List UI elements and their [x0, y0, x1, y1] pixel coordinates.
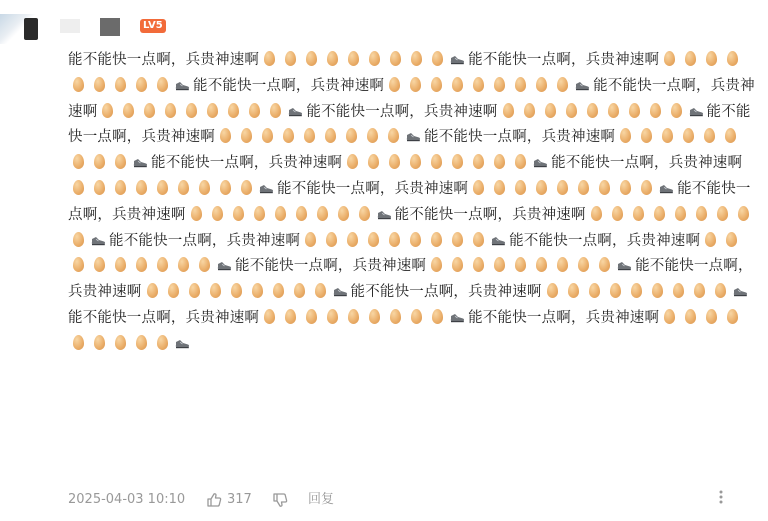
egg-emoji-icon [220, 128, 231, 143]
egg-emoji-icon [704, 128, 715, 143]
reply-button[interactable]: 回复 [308, 492, 335, 507]
egg-emoji-icon [432, 51, 443, 66]
egg-emoji-icon [652, 283, 663, 298]
egg-emoji-icon [612, 206, 623, 221]
comment-phrase: 能不能快一点啊，兵贵神速啊 [350, 284, 542, 301]
comment-phrase: 能不能快一点啊，兵贵神速啊 [277, 180, 469, 197]
egg-emoji-icon [631, 283, 642, 298]
egg-emoji-icon [254, 206, 265, 221]
comment-phrase: 能不能快一点啊，兵贵神速啊 [394, 206, 586, 223]
comment-header [0, 0, 768, 44]
egg-emoji-icon [683, 128, 694, 143]
egg-emoji-icon [389, 77, 400, 92]
running-shoe-emoji-icon [491, 230, 506, 240]
egg-emoji-icon [494, 154, 505, 169]
comment-phrase: 能不能快一点啊，兵贵神速啊 [551, 155, 743, 172]
egg-emoji-icon [411, 51, 422, 66]
egg-emoji-icon [199, 257, 210, 272]
comment-phrase: 能不能快一点啊，兵贵神速啊 [109, 232, 301, 249]
egg-emoji-icon [557, 180, 568, 195]
egg-emoji-icon [452, 257, 463, 272]
level-badge: LV5 [140, 19, 166, 33]
egg-emoji-icon [249, 103, 260, 118]
user-badge-placeholder [100, 18, 120, 36]
comment-phrase: 能不能快一点啊，兵贵神速啊 [68, 103, 751, 146]
egg-emoji-icon [503, 103, 514, 118]
like-count: 317 [227, 492, 252, 507]
egg-emoji-icon [285, 51, 296, 66]
running-shoe-emoji-icon [617, 255, 632, 265]
egg-emoji-icon [599, 180, 610, 195]
egg-emoji-icon [557, 257, 568, 272]
egg-emoji-icon [591, 206, 602, 221]
egg-emoji-icon [315, 283, 326, 298]
egg-emoji-icon [432, 309, 443, 324]
egg-emoji-icon [115, 335, 126, 350]
comment-phrase: 能不能快一点啊，兵贵神速啊 [68, 77, 755, 120]
egg-emoji-icon [294, 283, 305, 298]
egg-emoji-icon [94, 257, 105, 272]
egg-emoji-icon [275, 206, 286, 221]
egg-emoji-icon [283, 128, 294, 143]
egg-emoji-icon [557, 77, 568, 92]
thumbs-up-icon [206, 492, 222, 508]
egg-emoji-icon [136, 335, 147, 350]
egg-emoji-icon [368, 232, 379, 247]
egg-emoji-icon [473, 77, 484, 92]
egg-emoji-icon [515, 257, 526, 272]
egg-emoji-icon [390, 309, 401, 324]
egg-emoji-icon [685, 51, 696, 66]
egg-emoji-icon [388, 128, 399, 143]
egg-emoji-icon [220, 180, 231, 195]
comment-phrase: 能不能快一点啊，兵贵神速啊 [68, 52, 260, 68]
egg-emoji-icon [115, 257, 126, 272]
egg-emoji-icon [662, 128, 673, 143]
egg-emoji-icon [165, 103, 176, 118]
egg-emoji-icon [705, 232, 716, 247]
running-shoe-emoji-icon [377, 204, 392, 214]
egg-emoji-icon [189, 283, 200, 298]
egg-emoji-icon [348, 309, 359, 324]
egg-emoji-icon [641, 180, 652, 195]
egg-emoji-icon [473, 180, 484, 195]
comment-phrase: 能不能快一点啊，兵贵神速啊 [468, 309, 660, 326]
egg-emoji-icon [115, 154, 126, 169]
egg-emoji-icon [73, 77, 84, 92]
running-shoe-emoji-icon [533, 152, 548, 162]
egg-emoji-icon [264, 51, 275, 66]
egg-emoji-icon [587, 103, 598, 118]
egg-emoji-icon [306, 309, 317, 324]
egg-emoji-icon [252, 283, 263, 298]
egg-emoji-icon [73, 180, 84, 195]
egg-emoji-icon [123, 103, 134, 118]
egg-emoji-icon [73, 154, 84, 169]
egg-emoji-icon [115, 180, 126, 195]
egg-emoji-icon [671, 103, 682, 118]
egg-emoji-icon [94, 77, 105, 92]
egg-emoji-icon [304, 128, 315, 143]
egg-emoji-icon [673, 283, 684, 298]
egg-emoji-icon [305, 232, 316, 247]
egg-emoji-icon [410, 77, 421, 92]
running-shoe-emoji-icon [406, 126, 421, 136]
egg-emoji-icon [262, 128, 273, 143]
egg-emoji-icon [664, 51, 675, 66]
more-button[interactable] [718, 489, 724, 513]
more-dots-icon [718, 489, 724, 505]
egg-emoji-icon [715, 283, 726, 298]
egg-emoji-icon [641, 128, 652, 143]
egg-emoji-icon [94, 180, 105, 195]
egg-emoji-icon [568, 283, 579, 298]
egg-emoji-icon [389, 154, 400, 169]
egg-emoji-icon [694, 283, 705, 298]
egg-emoji-icon [233, 206, 244, 221]
egg-emoji-icon [241, 180, 252, 195]
egg-emoji-icon [494, 77, 505, 92]
egg-emoji-icon [338, 206, 349, 221]
egg-emoji-icon [629, 103, 640, 118]
egg-emoji-icon [347, 154, 358, 169]
egg-emoji-icon [168, 283, 179, 298]
egg-emoji-icon [73, 257, 84, 272]
egg-emoji-icon [369, 51, 380, 66]
egg-emoji-icon [359, 206, 370, 221]
thumbs-down-icon [272, 492, 288, 508]
egg-emoji-icon [738, 206, 749, 221]
egg-emoji-icon [157, 77, 168, 92]
comment-phrase: 能不能快一点啊，兵贵神速啊 [424, 129, 616, 146]
egg-emoji-icon [327, 309, 338, 324]
egg-emoji-icon [210, 283, 221, 298]
egg-emoji-icon [524, 103, 535, 118]
egg-emoji-icon [285, 309, 296, 324]
egg-emoji-icon [410, 154, 421, 169]
egg-emoji-icon [228, 103, 239, 118]
egg-emoji-icon [545, 103, 556, 118]
comment-footer [68, 489, 748, 511]
egg-emoji-icon [494, 180, 505, 195]
egg-emoji-icon [347, 232, 358, 247]
egg-emoji-icon [706, 309, 717, 324]
egg-emoji-icon [115, 77, 126, 92]
egg-emoji-icon [157, 180, 168, 195]
egg-emoji-icon [452, 154, 463, 169]
egg-emoji-icon [566, 103, 577, 118]
egg-emoji-icon [241, 128, 252, 143]
egg-emoji-icon [726, 232, 737, 247]
egg-emoji-icon [390, 51, 401, 66]
running-shoe-emoji-icon [133, 152, 148, 162]
egg-emoji-icon [199, 180, 210, 195]
running-shoe-emoji-icon [450, 307, 465, 317]
egg-emoji-icon [389, 232, 400, 247]
egg-emoji-icon [610, 283, 621, 298]
comment-phrase: 能不能快一点啊，兵贵神速啊 [306, 103, 498, 120]
egg-emoji-icon [547, 283, 558, 298]
egg-emoji-icon [368, 154, 379, 169]
egg-emoji-icon [608, 103, 619, 118]
egg-emoji-icon [73, 335, 84, 350]
egg-emoji-icon [144, 103, 155, 118]
egg-emoji-icon [178, 257, 189, 272]
like-button[interactable] [206, 489, 252, 511]
egg-emoji-icon [452, 232, 463, 247]
egg-emoji-icon [306, 51, 317, 66]
egg-emoji-icon [536, 77, 547, 92]
egg-emoji-icon [147, 283, 158, 298]
comment-phrase: 能不能快一点啊，兵贵神速啊 [68, 180, 751, 223]
egg-emoji-icon [348, 51, 359, 66]
egg-emoji-icon [650, 103, 661, 118]
running-shoe-emoji-icon [450, 49, 465, 59]
egg-emoji-icon [706, 51, 717, 66]
running-shoe-emoji-icon [175, 333, 190, 343]
egg-emoji-icon [157, 257, 168, 272]
dislike-button[interactable] [272, 492, 288, 516]
egg-emoji-icon [494, 257, 505, 272]
egg-emoji-icon [178, 180, 189, 195]
egg-emoji-icon [473, 257, 484, 272]
egg-emoji-icon [431, 77, 442, 92]
egg-emoji-icon [326, 232, 337, 247]
egg-emoji-icon [431, 154, 442, 169]
egg-emoji-icon [136, 77, 147, 92]
egg-emoji-icon [212, 206, 223, 221]
egg-emoji-icon [73, 232, 84, 247]
egg-emoji-icon [346, 128, 357, 143]
egg-emoji-icon [515, 77, 526, 92]
egg-emoji-icon [367, 128, 378, 143]
egg-emoji-icon [136, 180, 147, 195]
egg-emoji-icon [431, 232, 442, 247]
running-shoe-emoji-icon [575, 75, 590, 85]
egg-emoji-icon [473, 154, 484, 169]
egg-emoji-icon [620, 128, 631, 143]
egg-emoji-icon [231, 283, 242, 298]
egg-emoji-icon [410, 232, 421, 247]
egg-emoji-icon [515, 154, 526, 169]
username-placeholder[interactable] [60, 19, 80, 33]
comment-phrase: 能不能快一点啊，兵贵神速啊 [509, 232, 701, 249]
running-shoe-emoji-icon [175, 75, 190, 85]
egg-emoji-icon [664, 309, 675, 324]
running-shoe-emoji-icon [91, 230, 106, 240]
egg-emoji-icon [431, 257, 442, 272]
egg-emoji-icon [264, 309, 275, 324]
egg-emoji-icon [296, 206, 307, 221]
egg-emoji-icon [94, 335, 105, 350]
egg-emoji-icon [94, 154, 105, 169]
egg-emoji-icon [473, 232, 484, 247]
egg-emoji-icon [633, 206, 644, 221]
running-shoe-emoji-icon [689, 101, 704, 111]
egg-emoji-icon [589, 283, 600, 298]
egg-emoji-icon [191, 206, 202, 221]
egg-emoji-icon [186, 103, 197, 118]
running-shoe-emoji-icon [733, 281, 748, 291]
running-shoe-emoji-icon [288, 101, 303, 111]
egg-emoji-icon [102, 103, 113, 118]
egg-emoji-icon [599, 257, 610, 272]
egg-emoji-icon [157, 335, 168, 350]
comment-timestamp: 2025-04-03 10:10 [68, 492, 186, 507]
running-shoe-emoji-icon [659, 178, 674, 188]
egg-emoji-icon [717, 206, 728, 221]
running-shoe-emoji-icon [259, 178, 274, 188]
avatar-overlay [24, 18, 38, 40]
egg-emoji-icon [727, 51, 738, 66]
running-shoe-emoji-icon [217, 255, 232, 265]
comment-phrase: 能不能快一点啊，兵贵神速啊 [68, 258, 753, 301]
egg-emoji-icon [536, 257, 547, 272]
comment-phrase: 能不能快一点啊，兵贵神速啊 [235, 258, 427, 275]
egg-emoji-icon [578, 180, 589, 195]
comment-text [68, 48, 760, 358]
egg-emoji-icon [452, 77, 463, 92]
egg-emoji-icon [536, 180, 547, 195]
egg-emoji-icon [675, 206, 686, 221]
egg-emoji-icon [136, 257, 147, 272]
egg-emoji-icon [270, 103, 281, 118]
egg-emoji-icon [515, 180, 526, 195]
running-shoe-emoji-icon [333, 281, 348, 291]
comment-phrase: 能不能快一点啊，兵贵神速啊 [68, 309, 260, 326]
comment-phrase: 能不能快一点啊，兵贵神速啊 [468, 52, 660, 68]
egg-emoji-icon [696, 206, 707, 221]
comment-phrase: 能不能快一点啊，兵贵神速啊 [193, 77, 385, 94]
egg-emoji-icon [273, 283, 284, 298]
egg-emoji-icon [325, 128, 336, 143]
egg-emoji-icon [685, 309, 696, 324]
comment-phrase: 能不能快一点啊，兵贵神速啊 [151, 155, 343, 172]
egg-emoji-icon [727, 309, 738, 324]
egg-emoji-icon [620, 180, 631, 195]
egg-emoji-icon [654, 206, 665, 221]
egg-emoji-icon [411, 309, 422, 324]
egg-emoji-icon [317, 206, 328, 221]
egg-emoji-icon [327, 51, 338, 66]
egg-emoji-icon [578, 257, 589, 272]
egg-emoji-icon [207, 103, 218, 118]
egg-emoji-icon [369, 309, 380, 324]
egg-emoji-icon [725, 128, 736, 143]
